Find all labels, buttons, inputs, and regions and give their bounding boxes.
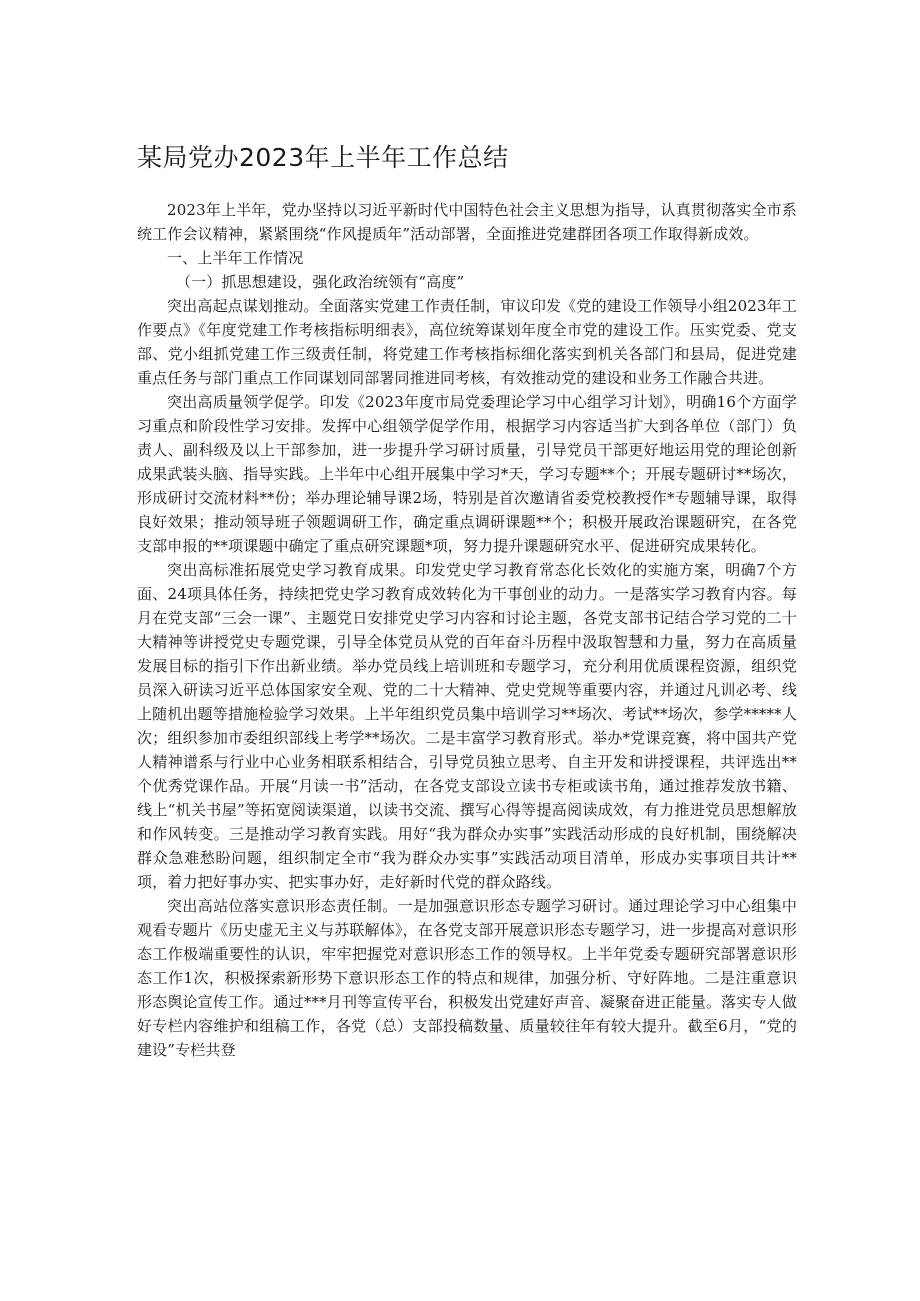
document-title: 某局党办2023年上半年工作总结 <box>137 143 509 172</box>
document-page <box>137 138 797 1062</box>
body-paragraph-ideology: 突出高站位落实意识形态责任制。一是加强意识形态专题学习研讨。通过理论学习中心组集中观看专题片《历史虚无主义与苏联解体》，在各党支部开展意识形态专题学习，进一步提高对意识形态工作极端重要性的认识，牢牢把握党对意识形态工作的领导权。上半年党委专题研究部署意识形态工作1次，积极探索新形势下意识形态工作的特点和规律，加强分析、守好阵地。二是注重意识形态舆论宣传工作。通过***月刊等宣传平台，积极发出党建好声音、凝聚奋进正能量。落实专人做好专栏内容维护和组稿工作，各党（总）支部投稿数量、质量较往年有较大提升。截至6月，“党的建设”专栏共登 <box>137 897 797 1059</box>
body-paragraph-planning: 突出高起点谋划推动。全面落实党建工作责任制，审议印发《党的建设工作领导小组2023年工作要点》《年度党建工作考核指标明细表》，高位统筹谋划年度全市党的建设工作。压实党委、党支部、党小组抓党建工作三级责任制，将党建工作考核指标细化落实到机关各部门和县局，促进党建重点任务与部门重点工作同谋划同部署同推进同考核，有效推动党的建设和业务工作融合共进。 <box>137 297 797 387</box>
intro-paragraph: 2023年上半年，党办坚持以习近平新时代中国特色社会主义思想为指导，认真贯彻落实全市系统工作会议精神，紧紧围绕“作风提质年”活动部署，全面推进党建群团各项工作取得新成效。 <box>137 201 797 243</box>
body-paragraph-study: 突出高质量领学促学。印发《2023年度市局党委理论学习中心组学习计划》，明确16个方面学习重点和阶段性学习安排。发挥中心组领学促学作用，根据学习内容适当扩大到各单位（部门）负责人、副科级及以上干部参加，进一步提升学习研讨质量，引导党员干部更好地运用党的理论创新成果武装头脑、指导实践。上半年中心组开展集中学习*天，学习专题**个；开展专题研讨**场次，形成研讨交流材料**份；举办理论辅导课2场，特别是首次邀请省委党校教授作*专题辅导课，取得良好效果；推动领导班子领题调研工作，确定重点调研课题**个；积极开展政治课题研究，在各党支部申报的**项课题中确定了重点研究课题*项，努力提升课题研究水平、促进研究成果转化。 <box>137 393 797 555</box>
section-heading: 一、上半年工作情况 <box>167 249 304 267</box>
body-paragraph-party-history: 突出高标准拓展党史学习教育成果。印发党史学习教育常态化长效化的实施方案，明确7个方面、24项具体任务，持续把党史学习教育成效转化为干事创业的动力。一是落实学习教育内容。每月在党支部“三会一课”、主题党日安排党史学习内容和讨论主题，各党支部书记结合学习党的二十大精神等讲授党史专题党课，引导全体党员从党的百年奋斗历程中汲取智慧和力量，努力在高质量发展目标的指引下作出新业绩。举办党员线上培训班和专题学习，充分利用优质课程资源，组织党员深入研读习近平总体国家安全观、党的二十大精神、党史党规等重要内容，并通过凡训必考、线上随机出题等措施检验学习效果。上半年组织党员集中培训学习**场次、考试**场次，参学*****人次；组织参加市委组织部线上考学**场次。二是丰富学习教育形式。举办*党课竞赛，将中国共产党人精神谱系与行业中心业务相联系相结合，引导党员独立思考、自主开发和讲授课程，共评选出**个优秀党课作品。开展“月读一书”活动，在各党支部设立读书专柜或读书角，通过推荐发放书籍、线上“机关书屋”等拓宽阅读渠道，以读书交流、撰写心得等提高阅读成效，有力推进党员思想解放和作风转变。三是推动学习教育实践。用好“我为群众办实事”实践活动形成的良好机制，围绕解决群众急难愁盼问题，组织制定全市“我为群众办实事”实践活动项目清单，形成办实事项目共计**项，着力把好事办实、把实事办好，走好新时代党的群众路线。 <box>137 561 797 891</box>
subsection-heading: （一）抓思想建设，强化政治统领有“高度” <box>176 273 465 291</box>
